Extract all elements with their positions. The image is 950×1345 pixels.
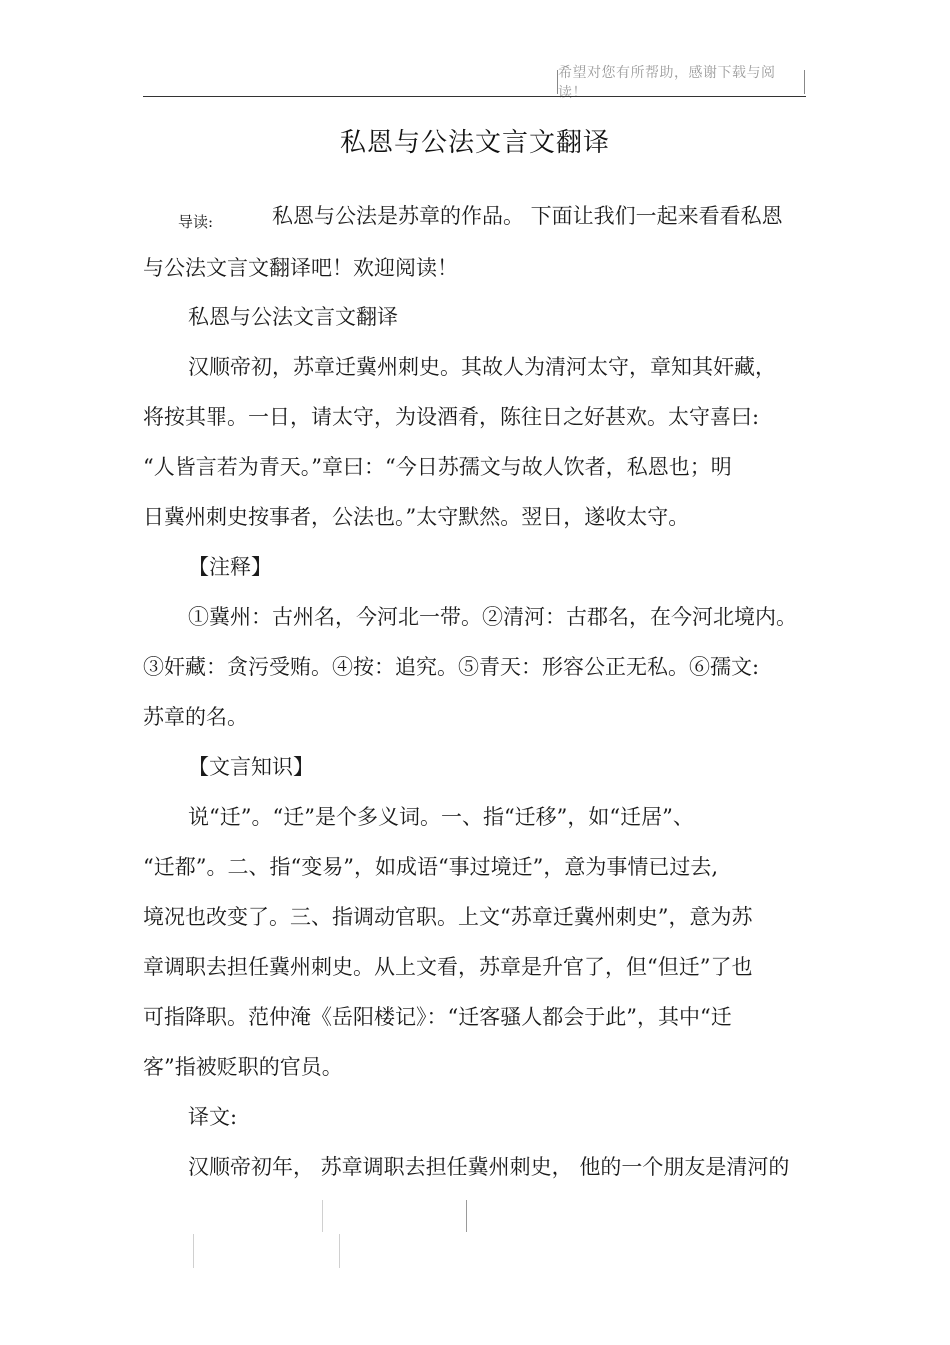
translation-line: 汉顺帝初年， 苏章调职去担任冀州刺史， 他的一个朋友是清河的	[188, 1155, 790, 1179]
original-line: 将按其罪。一日，请太守，为设酒肴，陈往日之好甚欢。太守喜曰:	[143, 405, 760, 429]
translation-heading: 译文:	[188, 1105, 238, 1129]
subheading: 私恩与公法文言文翻译	[188, 305, 398, 329]
note-line: ①冀州：古州名，今河北一带。②清河：古郡名，在今河北境内。	[188, 605, 797, 629]
note-line: 苏章的名。	[143, 705, 248, 729]
note-line: ③奸藏：贪污受贿。④按：追究。⑤青天：形容公正无私。⑥孺文:	[143, 655, 760, 679]
knowledge-line: 说“迁”。“迁”是个多义词。一、指“迁移”，如“迁居”、	[188, 805, 694, 829]
original-line: 日冀州刺史按事者，公法也。”太守默然。翌日，遂收太守。	[143, 505, 690, 529]
notes-heading: 【注释】	[188, 555, 272, 579]
knowledge-line: 境况也改变了。三、指调动官职。上文“苏章迁冀州刺史”，意为苏	[143, 905, 753, 929]
table-cell-border	[193, 1234, 194, 1268]
original-line: 汉顺帝初，苏章迁冀州刺史。其故人为清河太守，章知其奸藏，	[188, 355, 776, 379]
table-cell-border	[466, 1200, 467, 1232]
knowledge-line: 可指降职。范仲淹《岳阳楼记》：“迁客骚人都会于此”，其中“迁	[143, 1005, 732, 1029]
knowledge-line: 章调职去担任冀州刺史。从上文看，苏章是升官了，但“但迁”了也	[143, 955, 753, 979]
table-cell-border	[339, 1234, 340, 1268]
header-divider	[143, 96, 806, 97]
original-line: “人皆言若为青天。”章曰：“今日苏孺文与故人饮者，私恩也；明	[143, 455, 732, 479]
knowledge-line: “迁都”。二、指“变易”，如成语“事过境迁”，意为事情已过去,	[143, 855, 719, 879]
knowledge-heading: 【文言知识】	[188, 755, 314, 779]
table-cell-border	[322, 1200, 323, 1232]
intro-line-1: 私恩与公法是苏章的作品。 下面让我们一起来看看私恩	[272, 204, 783, 228]
intro-line-2: 与公法文言文翻译吧！欢迎阅读！	[143, 256, 458, 280]
knowledge-line: 客”指被贬职的官员。	[143, 1055, 343, 1079]
document-title: 私恩与公法文言文翻译	[339, 128, 610, 158]
intro-label: 导读:	[178, 213, 214, 231]
header-note: 希望对您有所帮助，感谢下载与阅读！	[557, 70, 805, 94]
